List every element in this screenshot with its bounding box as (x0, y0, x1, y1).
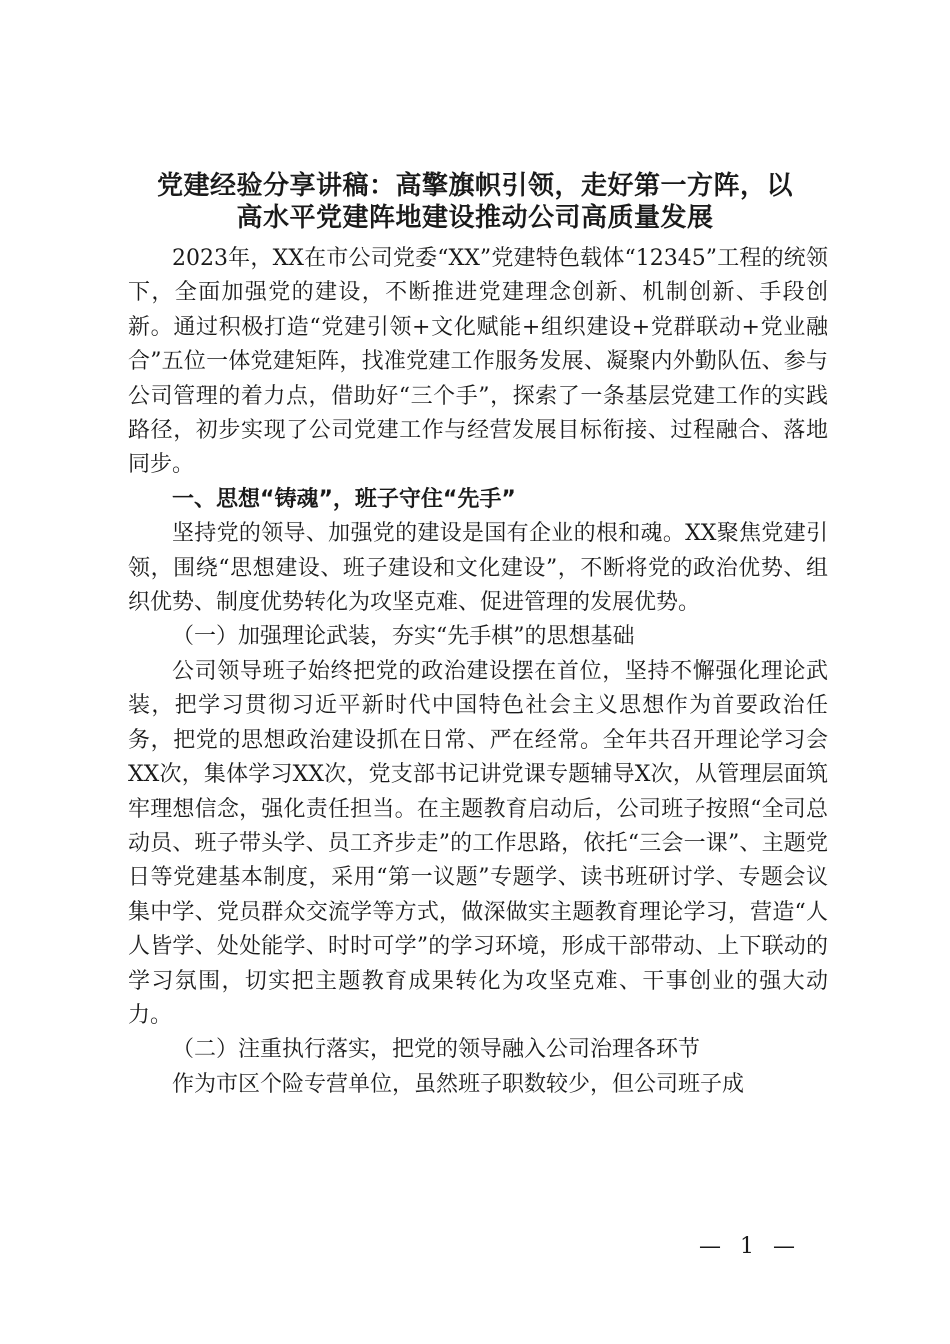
document-body (128, 242, 828, 1102)
subsection-heading-2: （二）注重执行落实，把党的领导融入公司治理各环节 (172, 1037, 701, 1063)
paragraph-intro: 2023年，XX在市公司党委“XX”党建特色载体“12345”工程的统领下，全面加强党的建设，不断推进党建理念创新、机制创新、手段创新。通过积极打造“党建引领+文化赋能+组织建设+党群联动+党业融合”五位一体党建矩阵，找准党建工作服务发展、凝聚内外勤队伍、参与公司管理的着力点，借助好“三个手”，探索了一条基层党建工作的实践路径，初步实现了公司党建工作与经营发展目标衔接、过程融合、落地同步。 (128, 246, 828, 478)
document-title (130, 170, 820, 234)
subsection-heading-1: （一）加强理论武装，夯实“先手棋”的思想基础 (172, 624, 635, 650)
page-number: — 1 — (699, 1234, 801, 1259)
title-line-2: 高水平党建阵地建设推动公司高质量发展 (236, 203, 714, 233)
paragraph-subsection-2: 作为市区个险专营单位，虽然班子职数较少，但公司班子成 (172, 1071, 745, 1097)
title-line-1: 党建经验分享讲稿：高擎旗帜引领，走好第一方阵，以 (156, 171, 793, 201)
paragraph-subsection-1: 公司领导班子始终把党的政治建设摆在首位，坚持不懈强化理论武装，把学习贯彻习近平新时代中国特色社会主义思想作为首要政治任务，把党的思想政治建设抓在日常、严在经常。全年共召开理论学习会XX次，集体学习XX次，党支部书记讲党课专题辅导X次，从管理层面筑牢理想信念，强化责任担当。在主题教育启动后，公司班子按照“全司总动员、班子带头学、员工齐步走”的工作思路，依托“三会一课”、主题党日等党建基本制度，采用“第一议题”专题学、读书班研讨学、专题会议集中学、党员群众交流学等方式，做深做实主题教育理论学习，营造“人人皆学、处处能学、时时可学”的学习环境，形成干部带动、上下联动的学习氛围，切实把主题教育成果转化为攻坚克难、干事创业的强大动力。 (128, 658, 828, 1028)
section-heading-1: 一、思想“铸魂”，班子守住“先手” (172, 486, 516, 512)
paragraph-section-1: 坚持党的领导、加强党的建设是国有企业的根和魂。XX聚焦党建引领，围绕“思想建设、班子建设和文化建设”，不断将党的政治优势、组织优势、制度优势转化为攻坚克难、促进管理的发展优势。 (128, 521, 828, 616)
